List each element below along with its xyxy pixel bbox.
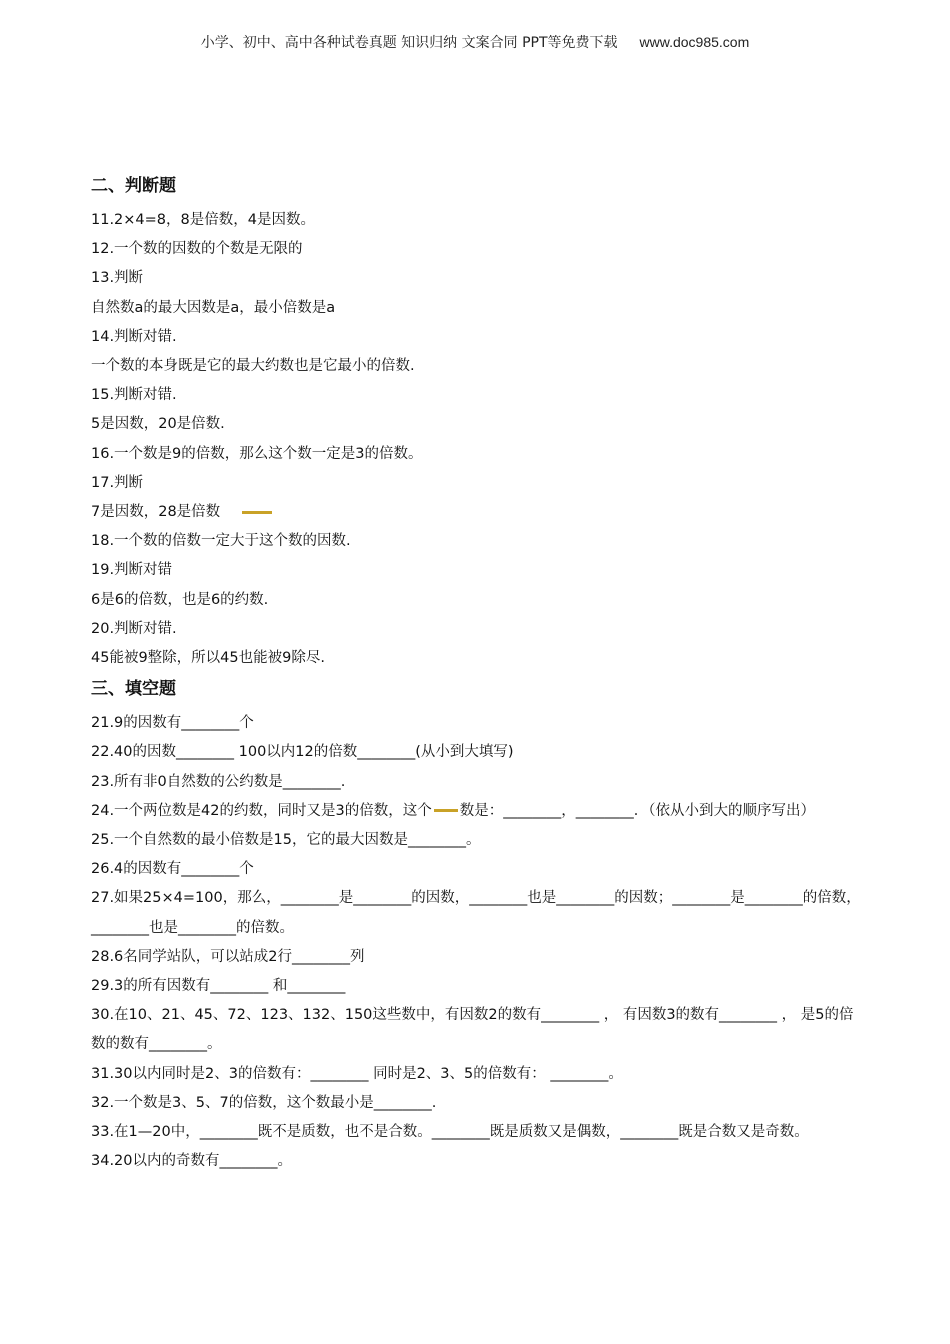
question-19-statement: 6是6的倍数，也是6的约数.: [91, 591, 269, 608]
question-24-part-b: 数是：________，________．（依从小到大的顺序写出）: [459, 802, 815, 819]
question-11: 11.2×4=8，8是倍数，4是因数。: [91, 212, 315, 228]
question-23: 23.所有非0自然数的公约数是________.: [91, 773, 346, 790]
question-15: 15.判断对错.: [91, 387, 177, 404]
question-33: 33.在1—20中，________既不是质数，也不是合数。________既是质数又是偶数，________既是合数又是奇数。: [91, 1124, 809, 1141]
header-site: www.doc985.com: [639, 34, 750, 50]
section-fill-blank-title: 三、填空题: [91, 679, 176, 700]
question-14-statement: 一个数的本身既是它的最大约数也是它最小的倍数.: [91, 358, 415, 375]
question-20-statement: 45能被9整除，所以45也能被9除尽.: [91, 650, 325, 667]
question-29: 29.3的所有因数有________ 和________: [91, 978, 346, 995]
question-12: 12.一个数的因数的个数是无限的: [91, 241, 303, 258]
document-body: [91, 170, 861, 1177]
question-24: [91, 797, 861, 826]
question-19: 19.判断对错: [91, 562, 173, 579]
question-13: 13.判断: [91, 270, 144, 287]
section-true-false-title: 二、判断题: [91, 176, 176, 196]
question-27: 27.如果25×4=100，那么，________是________的因数，________也是________的因数；________是________的倍数，________也是________的倍数。: [91, 890, 861, 936]
question-17-statement: 7是因数，28是倍数: [91, 504, 221, 521]
question-24-part-a: 24.一个两位数是42的约数，同时又是3的倍数，这个: [91, 802, 432, 819]
header-text: 小学、初中、高中各种试卷真题 知识归纳 文案合同 PPT等免费下载: [200, 35, 618, 51]
question-18: 18.一个数的倍数一定大于这个数的因数.: [91, 533, 351, 550]
question-26: 26.4的因数有________个: [91, 861, 254, 878]
question-15-statement: 5是因数，20是倍数.: [91, 416, 225, 433]
question-31: 31.30以内同时是2、3的倍数有：________ 同时是2、3、5的倍数有： ________。: [91, 1065, 623, 1082]
question-13-statement: 自然数a的最大因数是a，最小倍数是a: [91, 299, 336, 316]
question-16: 16.一个数是9的倍数，那么这个数一定是3的倍数。: [91, 445, 423, 462]
question-14: 14.判断对错.: [91, 328, 177, 345]
question-22: 22.40的因数________ 100以内12的倍数________(从小到大填写): [91, 744, 514, 761]
answer-blank-mark: [242, 511, 272, 514]
question-32: 32.一个数是3、5、7的倍数，这个数最小是________.: [91, 1094, 437, 1111]
question-17-statement-row: [91, 498, 861, 527]
page-header: [0, 32, 950, 53]
answer-blank-mark: [434, 809, 458, 812]
question-34: 34.20以内的奇数有________。: [91, 1153, 293, 1170]
question-28: 28.6名同学站队，可以站成2行________列: [91, 948, 365, 965]
question-30: 30.在10、21、45、72、123、132、150这些数中，有因数2的数有________ ， 有因数3的数有________ ， 是5的倍数的数有________。: [91, 1007, 854, 1053]
question-17: 17.判断: [91, 474, 144, 491]
question-21: 21.9的因数有________个: [91, 715, 254, 732]
question-25: 25.一个自然数的最小倍数是15，它的最大因数是________。: [91, 832, 481, 849]
question-20: 20.判断对错.: [91, 620, 177, 637]
